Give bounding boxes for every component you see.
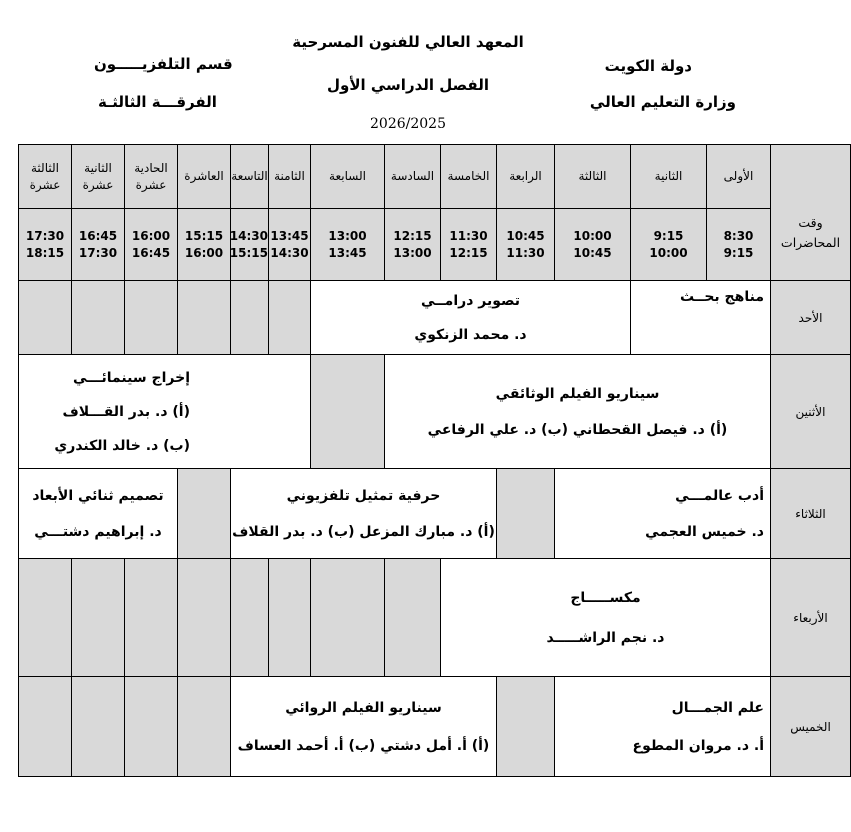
empty-slot: [311, 559, 385, 677]
day-row-wednesday: [19, 559, 851, 677]
period-name: السابعة: [311, 145, 385, 209]
institute-name: المعهد العالي للفنون المسرحية: [292, 33, 524, 51]
period-time: 15:15 16:00: [178, 209, 231, 281]
period-name: الثالثة عشرة: [19, 145, 72, 209]
semester-label: الفصل الدراسي الأول: [327, 76, 489, 94]
schedule-table: [18, 144, 851, 777]
period-time: 13:45 14:30: [269, 209, 311, 281]
period-name: الثامنة: [269, 145, 311, 209]
period-name: التاسعة: [231, 145, 269, 209]
empty-slot: [19, 281, 72, 355]
empty-slot: [72, 281, 125, 355]
period-name: الثانية: [631, 145, 707, 209]
academic-year: 2026/2025: [370, 116, 446, 132]
session-film-directing: إخراج سينمائـــي (أ) د. بدر القـــلاف (ب) د. خالد الكندري: [19, 355, 311, 469]
empty-slot: [269, 559, 311, 677]
empty-slot: [385, 559, 441, 677]
period-time: 16:00 16:45: [125, 209, 178, 281]
empty-slot: [497, 469, 555, 559]
period-time: 16:45 17:30: [72, 209, 125, 281]
empty-slot: [269, 281, 311, 355]
empty-slot: [72, 559, 125, 677]
period-name: السادسة: [385, 145, 441, 209]
empty-slot: [72, 677, 125, 777]
session-world-literature: أدب عالمـــي د. خميس العجمي: [555, 469, 771, 559]
empty-slot: [19, 559, 72, 677]
period-name: الحادية عشرة: [125, 145, 178, 209]
period-time: 14:30 15:15: [231, 209, 269, 281]
period-name: الأولى: [707, 145, 771, 209]
empty-slot: [178, 281, 231, 355]
period-name: الثالثة: [555, 145, 631, 209]
period-time: 10:00 10:45: [555, 209, 631, 281]
day-label: الأربعاء: [771, 559, 851, 677]
day-row-tuesday: [19, 469, 851, 559]
session-aesthetics: علم الجمـــال أ. د. مروان المطوع: [555, 677, 771, 777]
session-2d-design: تصميم ثنائي الأبعاد د. إبراهيم دشتـــي: [19, 469, 178, 559]
day-row-monday: [19, 355, 851, 469]
session-narrative-screenwriting: سيناريو الفيلم الروائي (أ) أ. أمل دشتي (ب) أ. أحمد العساف: [231, 677, 497, 777]
period-name: الخامسة: [441, 145, 497, 209]
day-label: الخميس: [771, 677, 851, 777]
session-mixing: مكســـــاج د. نجم الراشـــــد: [441, 559, 771, 677]
corner-cell: وقت المحاضرات: [771, 145, 851, 281]
period-time: 8:30 9:15: [707, 209, 771, 281]
period-time: 13:00 13:45: [311, 209, 385, 281]
period-name: الرابعة: [497, 145, 555, 209]
period-names-row: [19, 145, 851, 209]
period-time: 10:45 11:30: [497, 209, 555, 281]
day-label: الأحد: [771, 281, 851, 355]
empty-slot: [497, 677, 555, 777]
day-label: الأثنين: [771, 355, 851, 469]
period-time: 9:15 10:00: [631, 209, 707, 281]
empty-slot: [178, 469, 231, 559]
day-label: الثلاثاء: [771, 469, 851, 559]
class-level: الفرقـــة الثالثـة: [98, 93, 217, 111]
day-row-thursday: [19, 677, 851, 777]
period-time: 11:30 12:15: [441, 209, 497, 281]
country-name: دولة الكويت: [604, 57, 692, 75]
empty-slot: [311, 355, 385, 469]
period-name: العاشرة: [178, 145, 231, 209]
period-time: 17:30 18:15: [19, 209, 72, 281]
period-time: 12:15 13:00: [385, 209, 441, 281]
session-documentary-screenwriting: سيناريو الفيلم الوثائقي (أ) د. فيصل القحطاني (ب) د. علي الرفاعي: [385, 355, 771, 469]
empty-slot: [178, 677, 231, 777]
session-tv-acting: حرفية تمثيل تلفزيوني (أ) د. مبارك المزعل (ب) د. بدر القلاف: [231, 469, 497, 559]
period-name: الثانية عشرة: [72, 145, 125, 209]
department-name: قسم التلفزيـــــون: [94, 55, 233, 73]
empty-slot: [19, 677, 72, 777]
ministry-name: وزارة التعليم العالي: [589, 93, 736, 111]
session-dramatic-photography: تصوير درامــي د. محمد الزنكوي: [311, 281, 631, 355]
empty-slot: [125, 677, 178, 777]
empty-slot: [231, 559, 269, 677]
empty-slot: [125, 281, 178, 355]
period-times-row: [19, 209, 851, 281]
day-row-sunday: [19, 281, 851, 355]
empty-slot: [231, 281, 269, 355]
empty-slot: [178, 559, 231, 677]
empty-slot: [125, 559, 178, 677]
session-research-methods: مناهج بحــث: [631, 281, 771, 355]
